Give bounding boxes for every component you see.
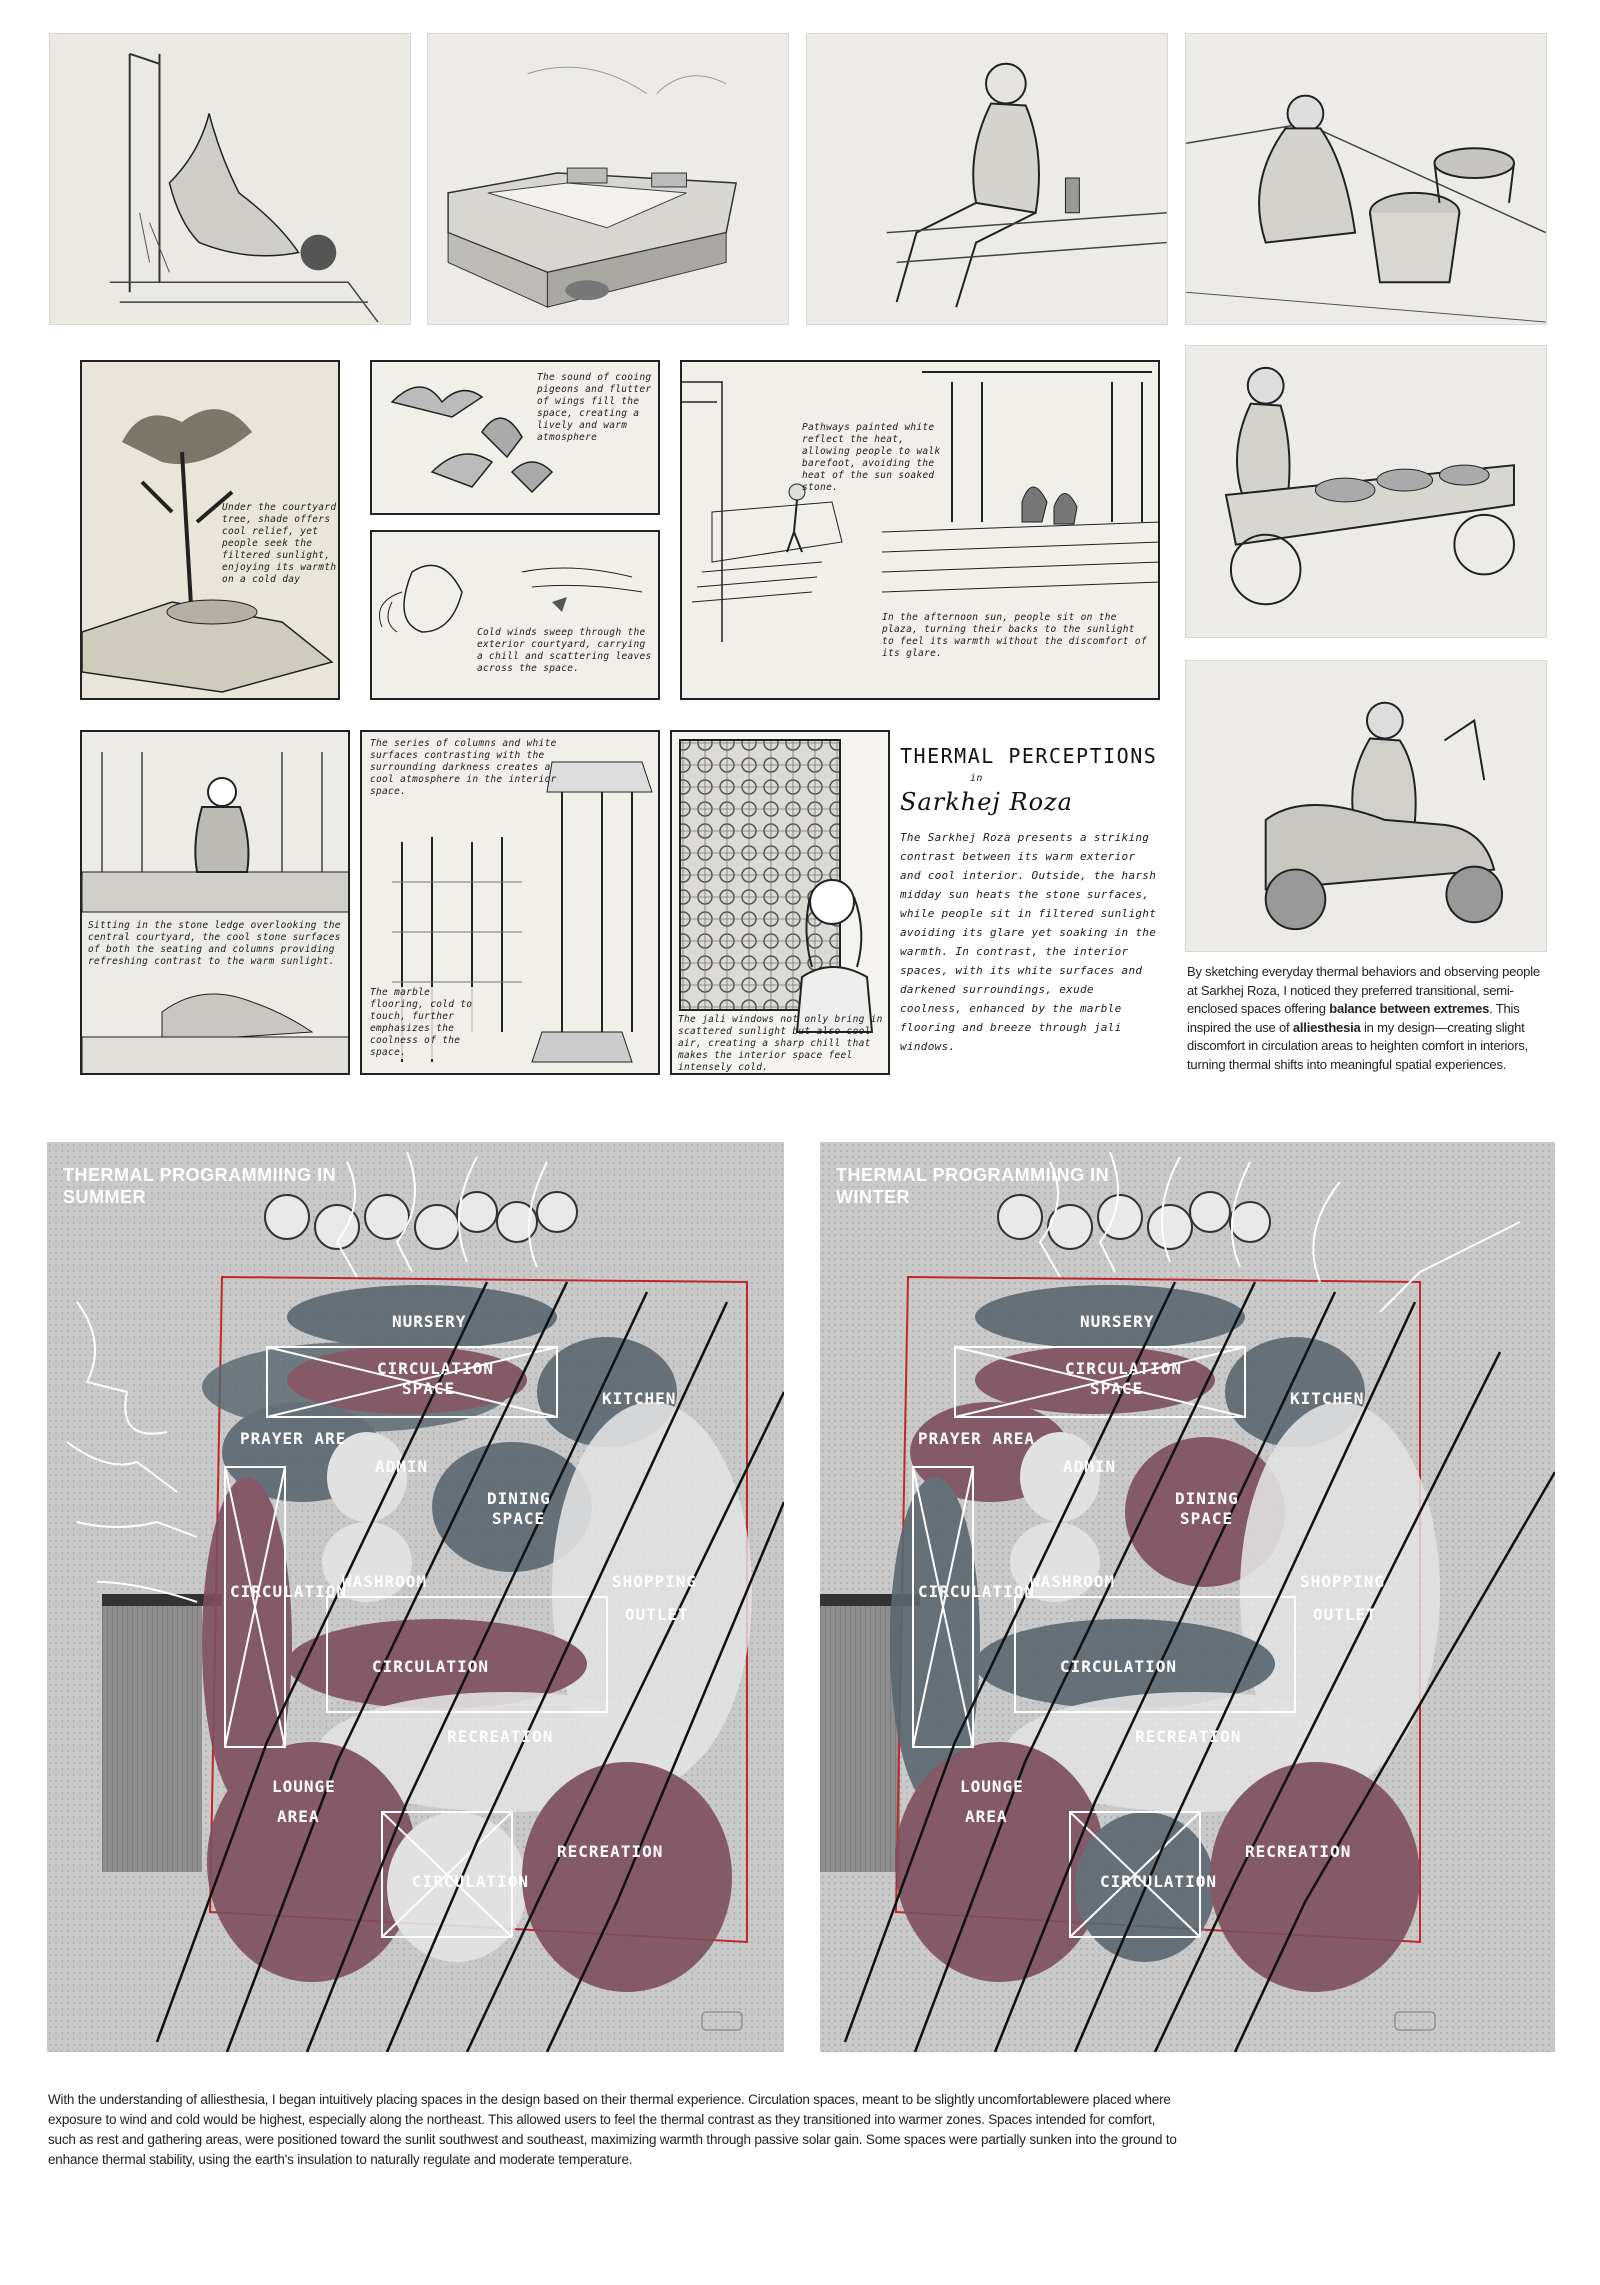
plan-winter-title-line2: WINTER (836, 1187, 910, 1207)
panel-jali-window (670, 730, 890, 1075)
label-washroom: WASHROOM (342, 1572, 428, 1591)
panel-courtyard-tree (80, 360, 340, 700)
caption-stone-ledge: Sitting in the stone ledge overlooking the central courtyard, the cool stone surfaces of both the seating and columns providing refreshing contrast to the warm sunlight. (88, 920, 343, 968)
label-prayer: PRAYER AREA (918, 1429, 1035, 1448)
panel-columns (360, 730, 660, 1075)
panel-cold-winds (370, 530, 660, 700)
label-dining-2: SPACE (1180, 1509, 1234, 1528)
sketch-photo-courtyard-pool (427, 33, 789, 325)
plan-winter-title (836, 1164, 1109, 1208)
label-recreation-right: RECREATION (1245, 1842, 1352, 1861)
side-caption-part1: By sketching everyday thermal behaviors and observing people at Sarkhej Roza, I noticed they preferred transitional, semi-enclosed spaces offering (1187, 964, 1540, 1016)
caption-cold-winds: Cold winds sweep through the exterior courtyard, carrying a chill and scattering leaves across the space. (477, 627, 652, 674)
caption-columns: The series of columns and white surfaces contrasting with the surrounding darkness creates a cool atmosphere in the interior space. (370, 738, 557, 797)
stone-ledge-drawing (82, 732, 350, 1075)
sketch-photo-reclining-person (49, 33, 411, 325)
caption-pigeons: The sound of cooing pigeons and flutter of wings fill the space, creating a lively and warm atmosphere (537, 372, 652, 443)
thermal-perceptions-in: in (970, 773, 983, 784)
thermal-perceptions-block (900, 740, 1160, 1056)
vendor-cart-drawing (1186, 346, 1546, 637)
label-dining-2: SPACE (492, 1509, 546, 1528)
thermal-perceptions-body: The Sarkhej Roza presents a striking contrast between its warm exterior and cool interior. Outside, the harsh midday sun heats the stone surfaces, while people sit in filtered sunlight avoiding its glare yet soaking in the warmth. In contrast, the interior spaces, with its white surfaces and darkened surroundings, exude coolness, enhanced by the marble flooring and breeze through jali windows. (900, 831, 1157, 1053)
label-recreation-top: RECREATION (447, 1727, 554, 1746)
sketch-photo-woman-washing (1185, 33, 1547, 325)
label-nursery: NURSERY (1080, 1312, 1155, 1331)
label-circulation-bottom: CIRCULATION (1100, 1872, 1217, 1891)
label-prayer: PRAYER ARE (240, 1429, 347, 1448)
zone-recreation-right (1210, 1762, 1420, 1992)
label-admin: ADMIN (1063, 1457, 1117, 1476)
label-circulation-space-1: CIRCULATION (1065, 1359, 1182, 1378)
label-kitchen: KITCHEN (602, 1389, 677, 1408)
panel-stone-ledge (80, 730, 350, 1075)
plan-summer (47, 1142, 784, 2052)
side-caption-part3: in my design—creating slight discomfort in circulation areas to heighten comfort in interiors, turning thermal shifts into meaningful spatial experiences. (1187, 1019, 1529, 1072)
thermal-perceptions-title: THERMAL PERCEPTIONS (900, 744, 1158, 768)
label-lounge-1: LOUNGE (272, 1777, 336, 1796)
building-block-left (102, 1602, 202, 1872)
plan-summer-title (63, 1164, 336, 1208)
thermal-perceptions-subtitle: Sarkhej Roza (900, 788, 1073, 816)
summer-plan-diagram (47, 1142, 784, 2052)
caption-jali-window: The jali windows not only bring in scattered sunlight but also cool air, creating a sharp chill that makes the interior space feel intensely cold. (678, 1014, 883, 1073)
label-recreation-right: RECREATION (557, 1842, 664, 1861)
sketch-photo-scooter-rider (1185, 660, 1547, 952)
label-circulation-space-2: SPACE (402, 1379, 456, 1398)
sketchbook-page (70, 350, 1165, 1115)
label-shopping-2: OUTLET (625, 1605, 689, 1624)
label-nursery: NURSERY (392, 1312, 467, 1331)
caption-white-pathways: Pathways painted white reflect the heat, allowing people to walk barefoot, avoiding the heat of the sun soaked stone. (802, 422, 941, 493)
label-lounge-2: AREA (965, 1807, 1008, 1826)
scooter-rider-drawing (1186, 661, 1546, 951)
plan-summer-title-line1: THERMAL PROGRAMMIING IN (63, 1165, 337, 1185)
sketch-photo-seated-man (806, 33, 1168, 325)
label-lounge-2: AREA (277, 1807, 320, 1826)
sketch-photo-vendor-cart (1185, 345, 1547, 638)
bottom-description: With the understanding of alliesthesia, I began intuitively placing spaces in the design based on their thermal experience. Circulation spaces, meant to be slightly uncomfortablewere placed where exposure to wind and cold would be highest, especially along the northeast. This allowed users to feel the thermal contrast as they transitioned into warmer zones. Spaces intended for comfort, such as rest and gathering areas, were positioned toward the sunlit southwest and southeast, maximizing warmth through passive solar gain. Some spaces were partially sunken into the ground to enhance thermal stability, using the earth's insulation to naturally regulate and moderate temperature. (48, 2092, 1177, 2167)
woman-washing-drawing (1186, 34, 1546, 324)
label-dining-1: DINING (1175, 1489, 1239, 1508)
reclining-person-drawing (50, 34, 410, 324)
label-recreation-top: RECREATION (1135, 1727, 1242, 1746)
panel-pigeons (370, 360, 660, 515)
side-caption-bold2: alliesthesia (1292, 1019, 1361, 1035)
label-shopping-1: SHOPPING (1300, 1572, 1386, 1591)
label-lounge-1: LOUNGE (960, 1777, 1024, 1796)
side-caption-bold1: balance between extremes (1329, 1001, 1490, 1016)
side-caption (1187, 963, 1549, 1074)
plan-winter (820, 1142, 1555, 2052)
label-circulation-space-1: CIRCULATION (377, 1359, 494, 1378)
label-shopping-2: OUTLET (1313, 1605, 1377, 1624)
label-circulation-mid: CIRCULATION (372, 1657, 489, 1676)
building-block-left (820, 1602, 900, 1872)
label-circulation-mid: CIRCULATION (1060, 1657, 1177, 1676)
label-admin: ADMIN (375, 1457, 429, 1476)
side-caption-part2: . This inspired the use of (1187, 1001, 1520, 1035)
caption-courtyard-tree: Under the courtyard tree, shade offers cool relief, yet people seek the filtered sunlight, enjoying its warmth on a cold day (222, 502, 337, 585)
label-shopping-1: SHOPPING (612, 1572, 698, 1591)
caption-afternoon-sun: In the afternoon sun, people sit on the plaza, turning their backs to the sunlight to feel its warmth without the discomfort of its glare. (882, 612, 1147, 659)
label-kitchen: KITCHEN (1290, 1389, 1365, 1408)
panel-white-pathways (680, 360, 1160, 700)
seated-man-drawing (807, 34, 1167, 324)
label-washroom: WASHROOM (1030, 1572, 1116, 1591)
courtyard-pool-drawing (428, 34, 788, 324)
label-circulation-space-2: SPACE (1090, 1379, 1144, 1398)
caption-marble-flooring: The marble flooring, cold to touch, further emphasizes the coolness of the space. (370, 987, 485, 1059)
winter-plan-diagram (820, 1142, 1555, 2052)
plan-summer-title-line2: SUMMER (63, 1187, 146, 1207)
label-circulation-left: CIRCULATION (230, 1582, 347, 1601)
label-circulation-bottom: CIRCULATION (412, 1872, 529, 1891)
label-dining-1: DINING (487, 1489, 551, 1508)
label-circulation-left: CIRCULATION (918, 1582, 1035, 1601)
plan-winter-title-line1: THERMAL PROGRAMMIING IN (836, 1165, 1110, 1185)
